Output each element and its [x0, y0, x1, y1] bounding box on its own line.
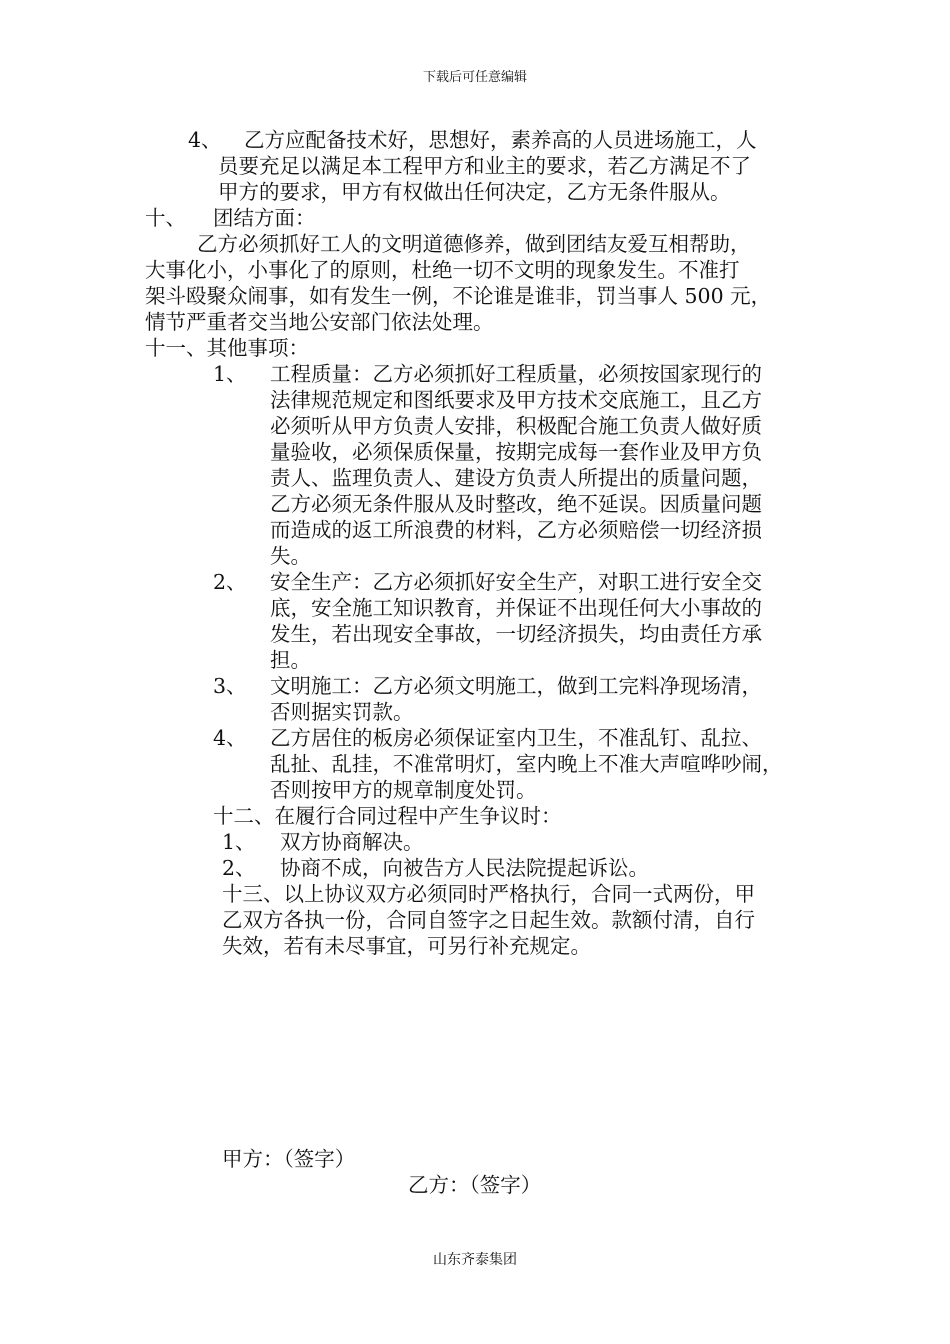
section-10-line-2: 大事化小，小事化了的原则，杜绝一切不文明的现象发生。不准打 — [145, 258, 740, 282]
item-4-line-2: 员要充足以满足本工程甲方和业主的要求，若乙方满足不了 — [218, 154, 751, 178]
section-11-item-1-line: 而造成的返工所浪费的材料，乙方必须赔偿一切经济损 — [270, 518, 762, 542]
section-12-item-1-number: 1、 — [222, 830, 256, 854]
section-11-item-3-line: 否则据实罚款。 — [270, 700, 414, 724]
section-10-line-3: 架斗殴聚众闹事，如有发生一例，不论谁是谁非，罚当事人 500 元， — [145, 284, 772, 308]
section-11-item-4-number: 4、 — [213, 726, 247, 750]
section-11-item-1-line: 必须听从甲方负责人安排，积极配合施工负责人做好质 — [270, 414, 762, 438]
section-11-item-1-line: 乙方必须无条件服从及时整改，绝不延误。因质量问题 — [270, 492, 762, 516]
section-11-item-4-line: 乙方居住的板房必须保证室内卫生，不准乱钉、乱拉、 — [270, 726, 762, 750]
section-11-item-3-number: 3、 — [213, 674, 247, 698]
section-12-item-2-number: 2、 — [222, 856, 256, 880]
section-10-title: 团结方面： — [213, 206, 316, 230]
section-10-line-4: 情节严重者交当地公安部门依法处理。 — [145, 310, 494, 334]
section-11-item-2-line: 担。 — [270, 648, 311, 672]
section-11-item-1-line: 工程质量：乙方必须抓好工程质量，必须按国家现行的 — [270, 362, 762, 386]
section-11-item-1-line: 量验收，必须保质保量，按期完成每一套作业及甲方负 — [270, 440, 762, 464]
section-12-item-2-text: 协商不成，向被告方人民法院提起诉讼。 — [280, 856, 649, 880]
section-11-item-4-line: 否则按甲方的规章制度处罚。 — [270, 778, 537, 802]
section-11-item-2-number: 2、 — [213, 570, 247, 594]
section-11-item-3-line: 文明施工：乙方必须文明施工，做到工完料净现场清， — [270, 674, 762, 698]
party-a-signature: 甲方：（签字） — [222, 1147, 356, 1171]
section-11-item-1-line: 法律规范规定和图纸要求及甲方技术交底施工，且乙方 — [270, 388, 762, 412]
section-11-item-2-line: 底，安全施工知识教育，并保证不出现任何大小事故的 — [270, 596, 762, 620]
section-13-line-1: 十三、以上协议双方必须同时严格执行，合同一式两份，甲 — [222, 882, 755, 906]
section-11-item-2-line: 安全生产：乙方必须抓好安全生产，对职工进行安全交 — [270, 570, 762, 594]
item-4-line-3: 甲方的要求，甲方有权做出任何决定，乙方无条件服从。 — [218, 180, 731, 204]
item-4-line-1: 乙方应配备技术好，思想好，素养高的人员进场施工，人 — [244, 128, 757, 152]
section-11-item-1-line: 失。 — [270, 544, 311, 568]
section-11-title: 十一、其他事项： — [145, 336, 309, 360]
section-11-item-2-line: 发生，若出现安全事故，一切经济损失，均由责任方承 — [270, 622, 762, 646]
section-12-title: 十二、在履行合同过程中产生争议时： — [213, 804, 562, 828]
party-b-signature: 乙方：（签字） — [408, 1173, 542, 1197]
section-10-number: 十、 — [145, 206, 186, 230]
section-11-item-1-number: 1、 — [213, 362, 247, 386]
page-footer: 山东齐泰集团 — [433, 1252, 517, 1268]
section-11-item-4-line: 乱扯、乱挂，不准常明灯，室内晚上不准大声喧哗吵闹， — [270, 752, 783, 776]
item-4-number: 4、 — [188, 128, 222, 152]
section-12-item-1-text: 双方协商解决。 — [280, 830, 424, 854]
section-11-item-1-line: 责人、监理负责人、建设方负责人所提出的质量问题， — [270, 466, 762, 490]
section-13-line-2: 乙双方各执一份，合同自签字之日起生效。款额付清，自行 — [222, 908, 755, 932]
page-header: 下载后可任意编辑 — [422, 70, 527, 85]
section-13-line-3: 失效，若有未尽事宜，可另行补充规定。 — [222, 934, 591, 958]
section-10-line-1: 乙方必须抓好工人的文明道德修养，做到团结友爱互相帮助， — [197, 232, 751, 256]
